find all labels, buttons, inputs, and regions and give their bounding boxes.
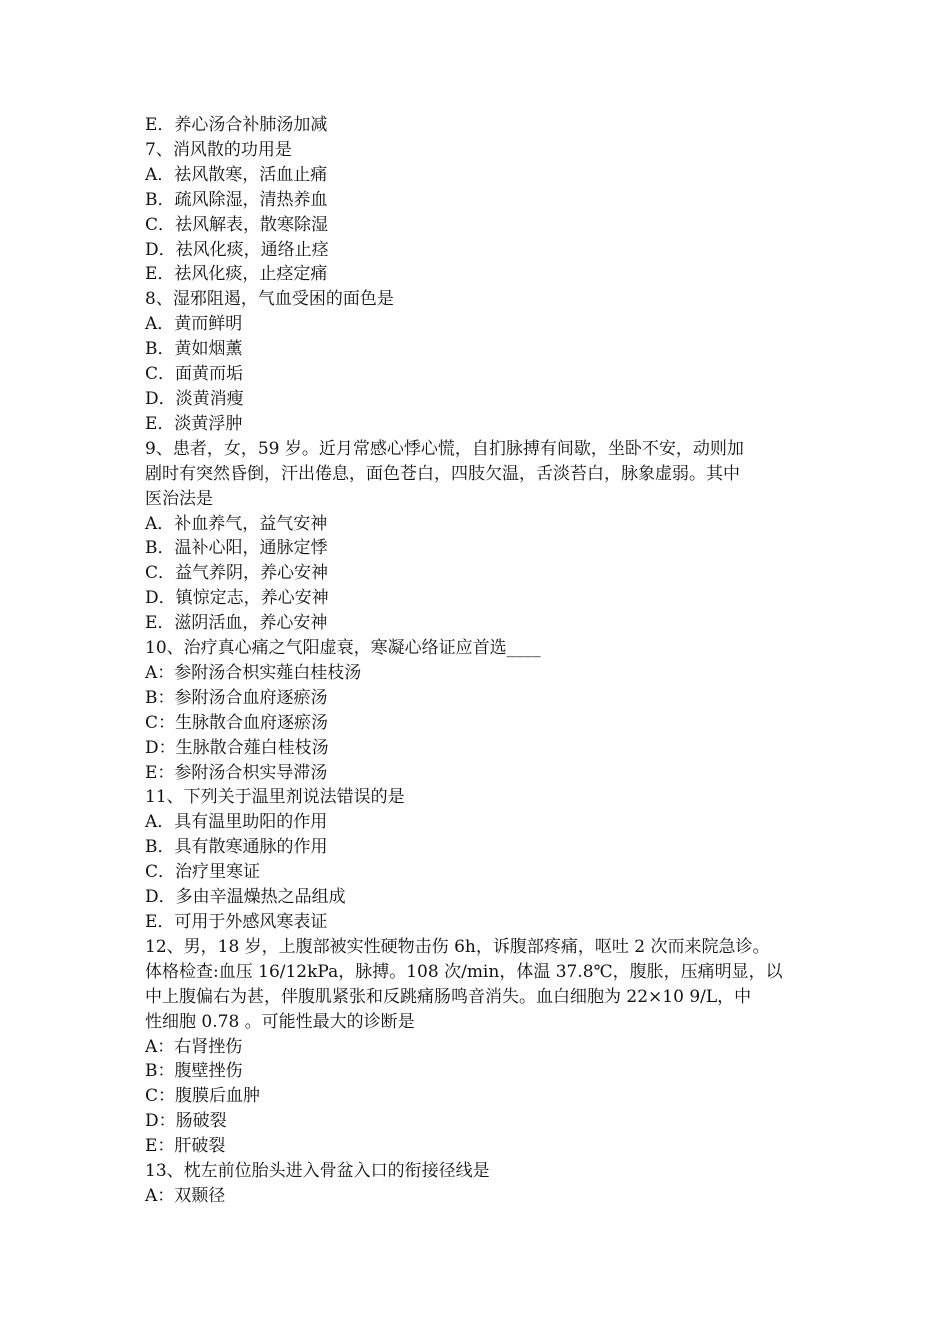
option-d: D．镇惊定志，养心安神 (145, 588, 329, 609)
question-10: 10、治疗真心痛之气阳虚衰，寒凝心络证应首选____ (145, 638, 541, 659)
option-c: C．益气养阴，养心安神 (145, 563, 329, 584)
option-a: A：右肾挫伤 (145, 1036, 243, 1057)
option-a: A．补血养气，益气安神 (145, 513, 328, 534)
question-13: 13、枕左前位胎头进入骨盆入口的衔接径线是 (145, 1161, 490, 1182)
option-c: C．祛风解表，散寒除湿 (145, 214, 329, 235)
option-e: E．祛风化痰，止痉定痛 (145, 264, 328, 285)
question-9-line-1: 9、患者，女，59 岁。近月常感心悸心慌，自扪脉搏有间歇，坐卧不安，动则加 (145, 438, 744, 459)
option-c: C：生脉散合血府逐瘀汤 (145, 712, 329, 733)
option-c: C．面黄而垢 (145, 364, 244, 385)
option-b: B．疏风除湿，清热养血 (145, 189, 328, 210)
option-d: D．淡黄消瘦 (145, 388, 244, 409)
document-page (145, 113, 810, 1209)
option-e: E．可用于外感风寒表证 (145, 912, 328, 932)
option-a: A：双颞径 (145, 1185, 226, 1206)
option-b: B．黄如烟薰 (145, 339, 243, 360)
question-9-line-3: 医治法是 (145, 488, 213, 509)
question-12-line-4: 性细胞 0.78 。可能性最大的诊断是 (145, 1011, 415, 1032)
option-a: A．具有温里助阳的作用 (145, 812, 328, 833)
question-8: 8、湿邪阻遏，气血受困的面色是 (145, 289, 394, 310)
option-e: E．淡黄浮肿 (145, 413, 243, 434)
option-c: C．治疗里寒证 (145, 862, 261, 883)
option-a: A：参附汤合枳实薤白桂枝汤 (145, 662, 362, 683)
option-b: B：腹壁挫伤 (145, 1061, 243, 1082)
question-12-line-3: 中上腹偏右为甚，伴腹肌紧张和反跳痛肠鸣音消失。血白细胞为 22×10 9/L，中 (145, 986, 752, 1007)
text-line: E．养心汤合补肺汤加减 (145, 115, 328, 135)
option-a: A．祛风散寒，活血止痛 (145, 164, 328, 185)
question-12-line-2: 体格检查:血压 16/12kPa，脉搏。108 次/min，体温 37.8℃，腹胀，压痛明显，以 (145, 961, 783, 982)
option-d: D：生脉散合薤白桂枝汤 (145, 737, 329, 758)
question-7: 7、消风散的功用是 (145, 139, 292, 160)
question-9-line-2: 剧时有突然昏倒，汗出倦息，面色苍白，四肢欠温，舌淡苔白，脉象虚弱。其中 (145, 463, 740, 484)
option-b: B．温补心阳，通脉定悸 (145, 538, 328, 559)
option-a: A．黄而鲜明 (145, 314, 243, 335)
option-d: D．祛风化痰，通络止痉 (145, 239, 329, 260)
option-e: E．滋阴活血，养心安神 (145, 613, 328, 634)
option-c: C：腹膜后血肿 (145, 1086, 261, 1107)
option-e: E：参附汤合枳实导滞汤 (145, 762, 328, 783)
question-12-line-1: 12、男，18 岁，上腹部被实性硬物击伤 6h，诉腹部疼痛，呕吐 2 次而来院急诊。 (145, 936, 770, 957)
question-11: 11、下列关于温里剂说法错误的是 (145, 787, 405, 808)
option-d: D：肠破裂 (145, 1111, 227, 1132)
option-b: B．具有散寒通脉的作用 (145, 837, 328, 858)
option-e: E：肝破裂 (145, 1136, 226, 1157)
option-d: D．多由辛温燥热之品组成 (145, 887, 346, 908)
option-b: B：参附汤合血府逐瘀汤 (145, 687, 328, 708)
